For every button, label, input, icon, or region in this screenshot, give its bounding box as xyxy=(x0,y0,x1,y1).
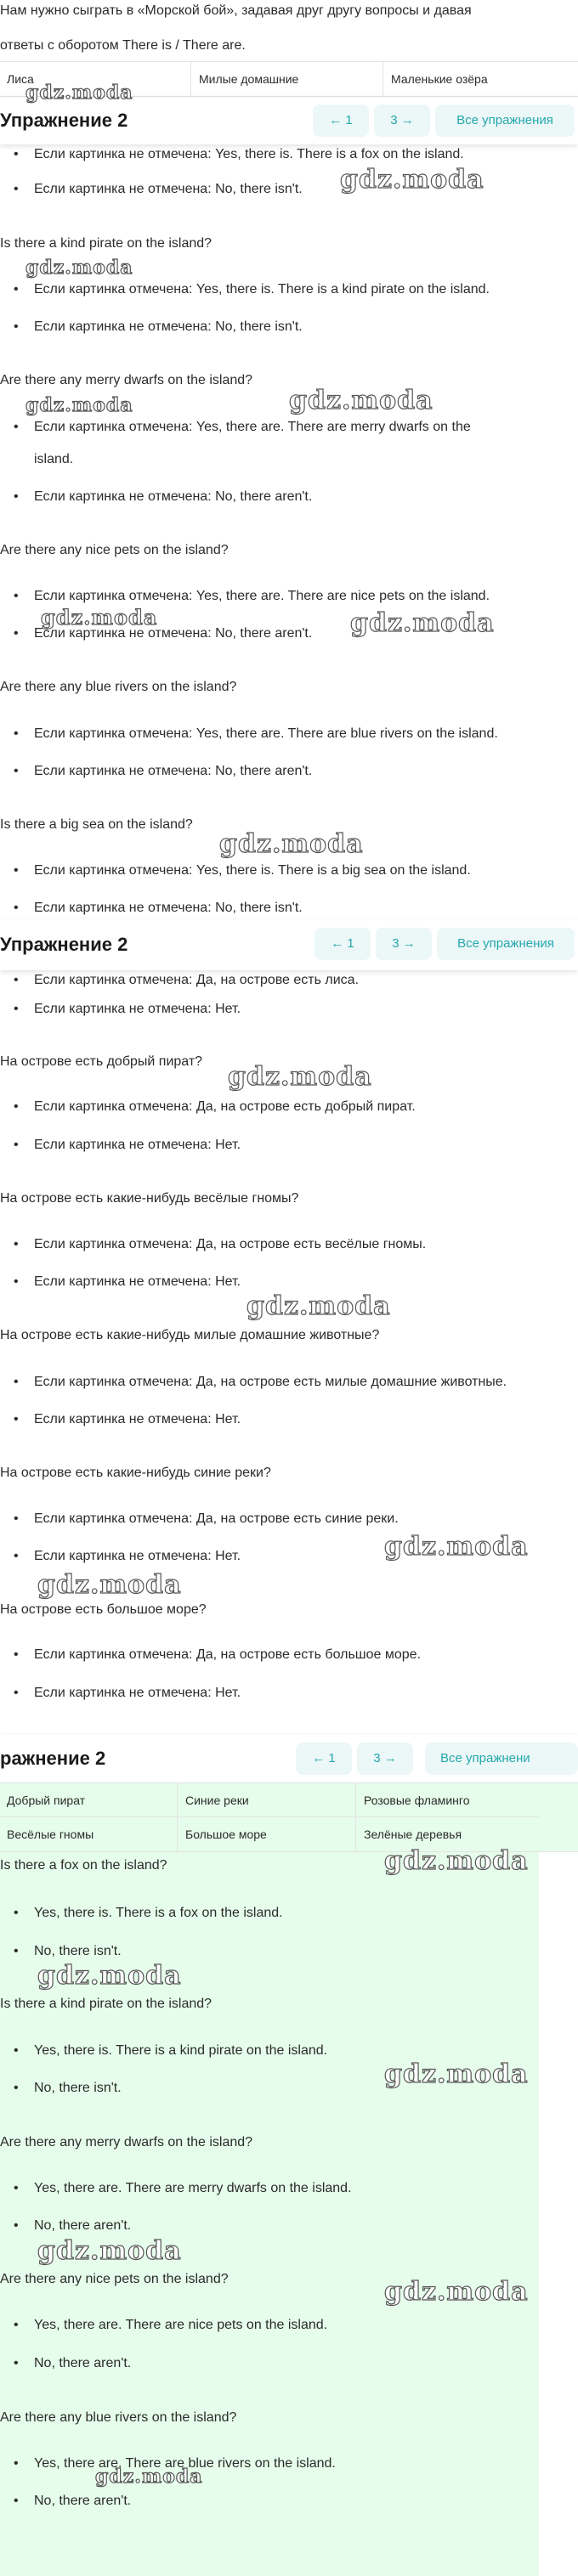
question: На острове есть какие-нибудь весёлые гномы? xyxy=(0,1191,299,1206)
next-button[interactable]: 3 → xyxy=(376,928,432,960)
list-item-continuation: island. xyxy=(34,452,74,466)
list-item: • No, there aren't. xyxy=(0,2217,131,2235)
list-item: • Yes, there is. There is a fox on the island. xyxy=(0,1904,283,1923)
watermark: gdz.moda xyxy=(37,1961,182,1991)
question: На острове есть какие-нибудь синие реки? xyxy=(0,1466,271,1480)
list-item: • Если картинка отмечена: Да, на острове есть большое море. xyxy=(0,1646,421,1664)
watermark: gdz.moda xyxy=(228,1062,372,1092)
table-cell: Милые домашние xyxy=(199,72,299,86)
watermark: gdz.moda xyxy=(219,829,364,859)
list-item: • Если картинка отмечена: Yes, there are. There are merry dwarfs on the xyxy=(0,418,471,437)
sticky-header xyxy=(0,1735,578,1782)
list-item: • Если картинка не отмечена: No, there isn't. xyxy=(0,899,303,907)
question: Is there a kind pirate on the island? xyxy=(0,236,212,251)
list-item: • Если картинка отмечена: Да, на острове есть лиса. xyxy=(0,971,359,980)
table-cell: Добрый пират xyxy=(7,1794,86,1807)
question: Are there any nice pets on the island? xyxy=(0,2272,229,2286)
watermark: gdz.moda xyxy=(384,1846,529,1876)
sticky-header xyxy=(0,97,578,144)
list-item: • Если картинка не отмечена: Yes, there is. There is a fox on the island. xyxy=(0,145,464,154)
watermark: gdz.moda xyxy=(246,1291,391,1321)
list-item: • Yes, there are. There are nice pets on the island. xyxy=(0,2316,327,2335)
question: Are there any nice pets on the island? xyxy=(0,543,229,557)
sticky-header xyxy=(0,919,578,970)
list-item: • Если картинка не отмечена: Нет. xyxy=(0,1547,241,1566)
list-item: • Если картинка не отмечена: Нет. xyxy=(0,1000,241,1019)
question: Is there a big sea on the island? xyxy=(0,817,193,832)
watermark: gdz.moda xyxy=(384,1532,529,1562)
question: Are there any merry dwarfs on the island? xyxy=(0,2135,253,2149)
watermark: gdz.moda xyxy=(384,2059,529,2089)
table-cell: Розовые фламинго xyxy=(364,1794,470,1807)
all-exercises-button[interactable]: Все упражнени xyxy=(425,1743,578,1775)
watermark: gdz.moda xyxy=(384,2277,529,2307)
watermark: gdz.moda xyxy=(289,386,434,415)
all-exercises-button[interactable]: Все упражнения xyxy=(435,105,575,137)
next-button[interactable]: 3 → xyxy=(374,105,430,137)
exercise-title: Упражнение 2 xyxy=(0,934,128,955)
list-item: • Если картинка не отмечена: No, there aren't. xyxy=(0,488,312,506)
question: Are there any merry dwarfs on the island? xyxy=(0,373,253,387)
table-cell: Зелёные деревья xyxy=(364,1827,462,1841)
list-item: • Если картинка не отмечена: Нет. xyxy=(0,1273,241,1291)
prev-button[interactable]: ← 1 xyxy=(313,105,369,137)
intro-line-2: ответы с оборотом There is / There are. xyxy=(0,38,246,53)
list-item: • Если картинка отмечена: Да, на острове есть синие реки. xyxy=(0,1510,399,1528)
all-exercises-button[interactable]: Все упражнения xyxy=(437,928,575,960)
question: На острове есть какие-нибудь милые домашние животные? xyxy=(0,1328,380,1342)
question: Are there any blue rivers on the island? xyxy=(0,2410,237,2425)
list-item: • Если картинка отмечена: Да, на острове есть добрый пират. xyxy=(0,1098,416,1116)
watermark: gdz.moda xyxy=(340,165,484,195)
list-item: • Если картинка не отмечена: Нет. xyxy=(0,1410,241,1429)
list-item: • Yes, there is. There is a kind pirate on the island. xyxy=(0,2042,327,2060)
list-item: • Yes, there are. There are merry dwarfs on the island. xyxy=(0,2179,352,2198)
exercise-title: ражнение 2 xyxy=(0,1748,106,1769)
list-item: • No, there isn't. xyxy=(0,1942,122,1961)
table-cell: Синие реки xyxy=(185,1794,249,1807)
list-item: • No, there isn't. xyxy=(0,2079,122,2098)
question: Are there any blue rivers on the island? xyxy=(0,680,237,694)
list-item: • Если картинка отмечена: Yes, there is. There is a big sea on the island. xyxy=(0,861,471,880)
list-item: • Если картинка отмечена: Yes, there are. There are nice pets on the island. xyxy=(0,587,490,606)
list-item: • Если картинка не отмечена: No, there isn't. xyxy=(0,318,303,336)
list-item: • Если картинка не отмечена: Нет. xyxy=(0,1684,241,1703)
table-cell: Маленькие озёра xyxy=(391,72,488,86)
intro-line-1: Нам нужно сыграть в «Морской бой», задавая друг другу вопросы и давая xyxy=(0,3,472,18)
list-item: • Если картинка отмечена: Yes, there are. There are blue rivers on the island. xyxy=(0,725,498,743)
list-item: • No, there aren't. xyxy=(0,2354,131,2373)
exercise-title: Упражнение 2 xyxy=(0,110,128,131)
table-cell: Большое море xyxy=(185,1827,267,1841)
next-button[interactable]: 3 → xyxy=(357,1743,413,1775)
watermark: gdz.moda xyxy=(37,2236,182,2266)
answer-panel xyxy=(0,1759,539,2576)
list-item: • Если картинка отмечена: Да, на острове есть милые домашние животные. xyxy=(0,1373,507,1392)
table-cell: Весёлые гномы xyxy=(7,1827,94,1841)
table-cell: Лиса xyxy=(7,72,34,86)
watermark: gdz.moda xyxy=(41,605,158,630)
watermark: gdz.moda xyxy=(26,82,133,104)
prev-button[interactable]: ← 1 xyxy=(314,928,371,960)
watermark: gdz.moda xyxy=(95,2466,203,2488)
watermark: gdz.moda xyxy=(26,394,133,416)
watermark: gdz.moda xyxy=(350,608,495,638)
bottom-table xyxy=(0,1782,578,1852)
list-item: • Если картинка не отмечена: No, there aren't. xyxy=(0,762,312,781)
question: На острове есть большое море? xyxy=(0,1602,207,1617)
question: На острове есть добрый пират? xyxy=(0,1054,203,1069)
list-item: • Yes, there are. There are blue rivers on the island. xyxy=(0,2455,336,2473)
list-item: • Если картинка не отмечена: Нет. xyxy=(0,1136,241,1155)
watermark: gdz.moda xyxy=(26,257,133,279)
question: Is there a fox on the island? xyxy=(0,1858,167,1873)
list-item: • Если картинка отмечена: Да, на острове есть весёлые гномы. xyxy=(0,1235,426,1254)
watermark: gdz.moda xyxy=(37,1570,182,1600)
prev-button[interactable]: ← 1 xyxy=(296,1743,352,1775)
list-item: • Если картинка отмечена: Yes, there is. There is a kind pirate on the island. xyxy=(0,280,490,299)
list-item: • No, there aren't. xyxy=(0,2492,131,2511)
list-item: • Если картинка не отмечена: No, there isn't. xyxy=(0,180,303,199)
list-item: • Если картинка не отмечена: No, there aren't. xyxy=(0,624,312,643)
question: Is there a kind pirate on the island? xyxy=(0,1997,212,2011)
